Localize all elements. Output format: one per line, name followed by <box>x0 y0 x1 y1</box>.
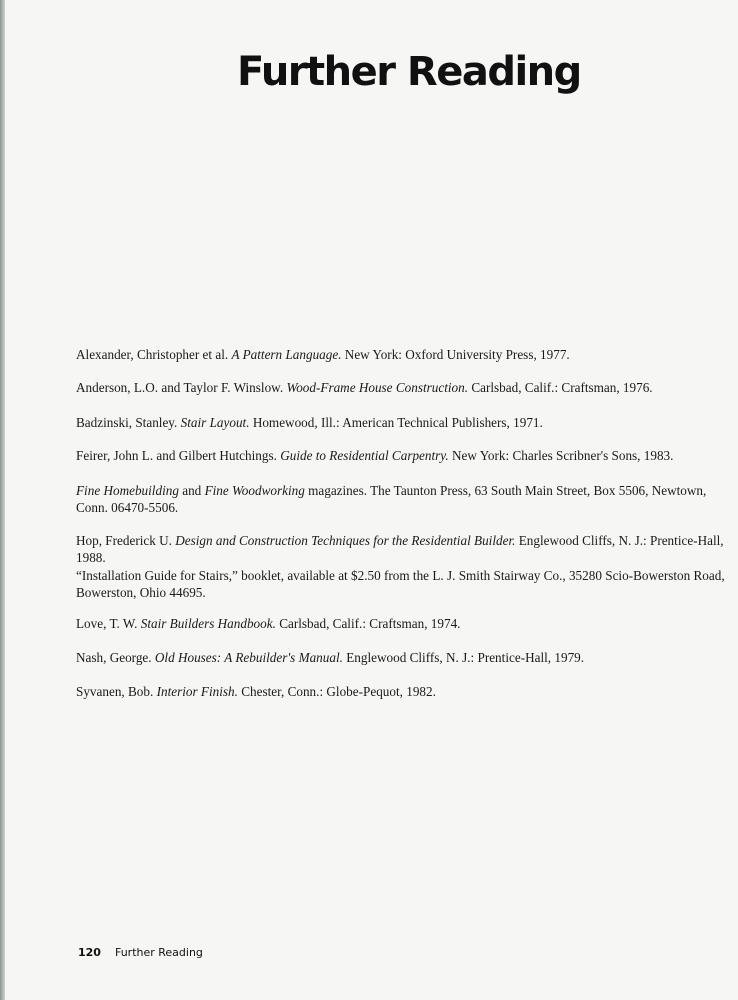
reference-title: Interior Finish. <box>156 684 238 699</box>
reference-title: Guide to Residential Carpentry. <box>280 448 449 463</box>
reference-author: Badzinski, Stanley. <box>76 415 181 430</box>
reference-item <box>76 649 738 666</box>
reference-title: Stair Builders Handbook. <box>140 616 276 631</box>
reference-item <box>76 414 738 431</box>
reference-title: Stair Layout. <box>180 415 250 430</box>
reference-title: Fine Woodworking <box>204 483 305 498</box>
reference-author: Nash, George. <box>76 650 155 665</box>
reference-author: Feirer, John L. and Gilbert Hutchings. <box>76 448 281 463</box>
reference-publisher: Englewood Cliffs, N. J.: Prentice-Hall, 1979. <box>342 650 585 665</box>
reference-item <box>76 567 738 601</box>
reference-publisher: Englewood Cliffs, N. J.: Prentice-Hall, 1988. <box>76 533 724 565</box>
reference-publisher: Carlsbad, Calif.: Craftsman, 1976. <box>468 380 653 395</box>
reference-publisher: Chester, Conn.: Globe-Pequot, 1982. <box>237 684 436 699</box>
reference-item <box>76 447 738 464</box>
reference-conjunction: and <box>178 483 205 498</box>
page-title: Further Reading <box>237 49 581 95</box>
reference-item <box>76 615 738 632</box>
reference-text: “Installation Guide for Stairs,” booklet, available at $2.50 from the L. J. Smith Stairway Co., 35280 Scio-Bowerston Road, Bowerston, Ohio 44695. <box>76 568 725 600</box>
reference-publisher: New York: Charles Scribner's Sons, 1983. <box>448 448 674 463</box>
reference-author: Love, T. W. <box>76 616 141 631</box>
running-footer-title: Further Reading <box>114 946 203 959</box>
reference-title: A Pattern Language. <box>231 347 342 362</box>
reference-publisher: Carlsbad, Calif.: Craftsman, 1974. <box>275 616 461 631</box>
reference-item <box>76 532 738 566</box>
page-footer <box>78 946 203 959</box>
reference-title: Old Houses: A Rebuilder's Manual. <box>154 650 343 665</box>
reference-author: Alexander, Christopher et al. <box>76 347 232 362</box>
page-number: 120 <box>78 946 101 959</box>
reference-title: Wood-Frame House Construction. <box>286 380 469 395</box>
reference-item <box>76 683 738 700</box>
reference-item <box>76 346 738 363</box>
reference-item <box>76 379 738 396</box>
reference-publisher: New York: Oxford University Press, 1977. <box>341 347 570 362</box>
reference-title: Design and Construction Techniques for the Residential Builder. <box>175 533 516 548</box>
reference-publisher: Homewood, Ill.: American Technical Publishers, 1971. <box>249 415 543 430</box>
reference-title: Fine Homebuilding <box>76 483 179 498</box>
reference-publisher: magazines. The Taunton Press, 63 South Main Street, Box 5506, Newtown, Conn. 06470-5506. <box>76 483 707 515</box>
reference-item <box>76 482 738 516</box>
reference-author: Syvanen, Bob. <box>76 684 157 699</box>
reference-author: Anderson, L.O. and Taylor F. Winslow. <box>76 380 287 395</box>
reference-author: Hop, Frederick U. <box>76 533 176 548</box>
page-edge-shadow <box>0 0 5 1000</box>
